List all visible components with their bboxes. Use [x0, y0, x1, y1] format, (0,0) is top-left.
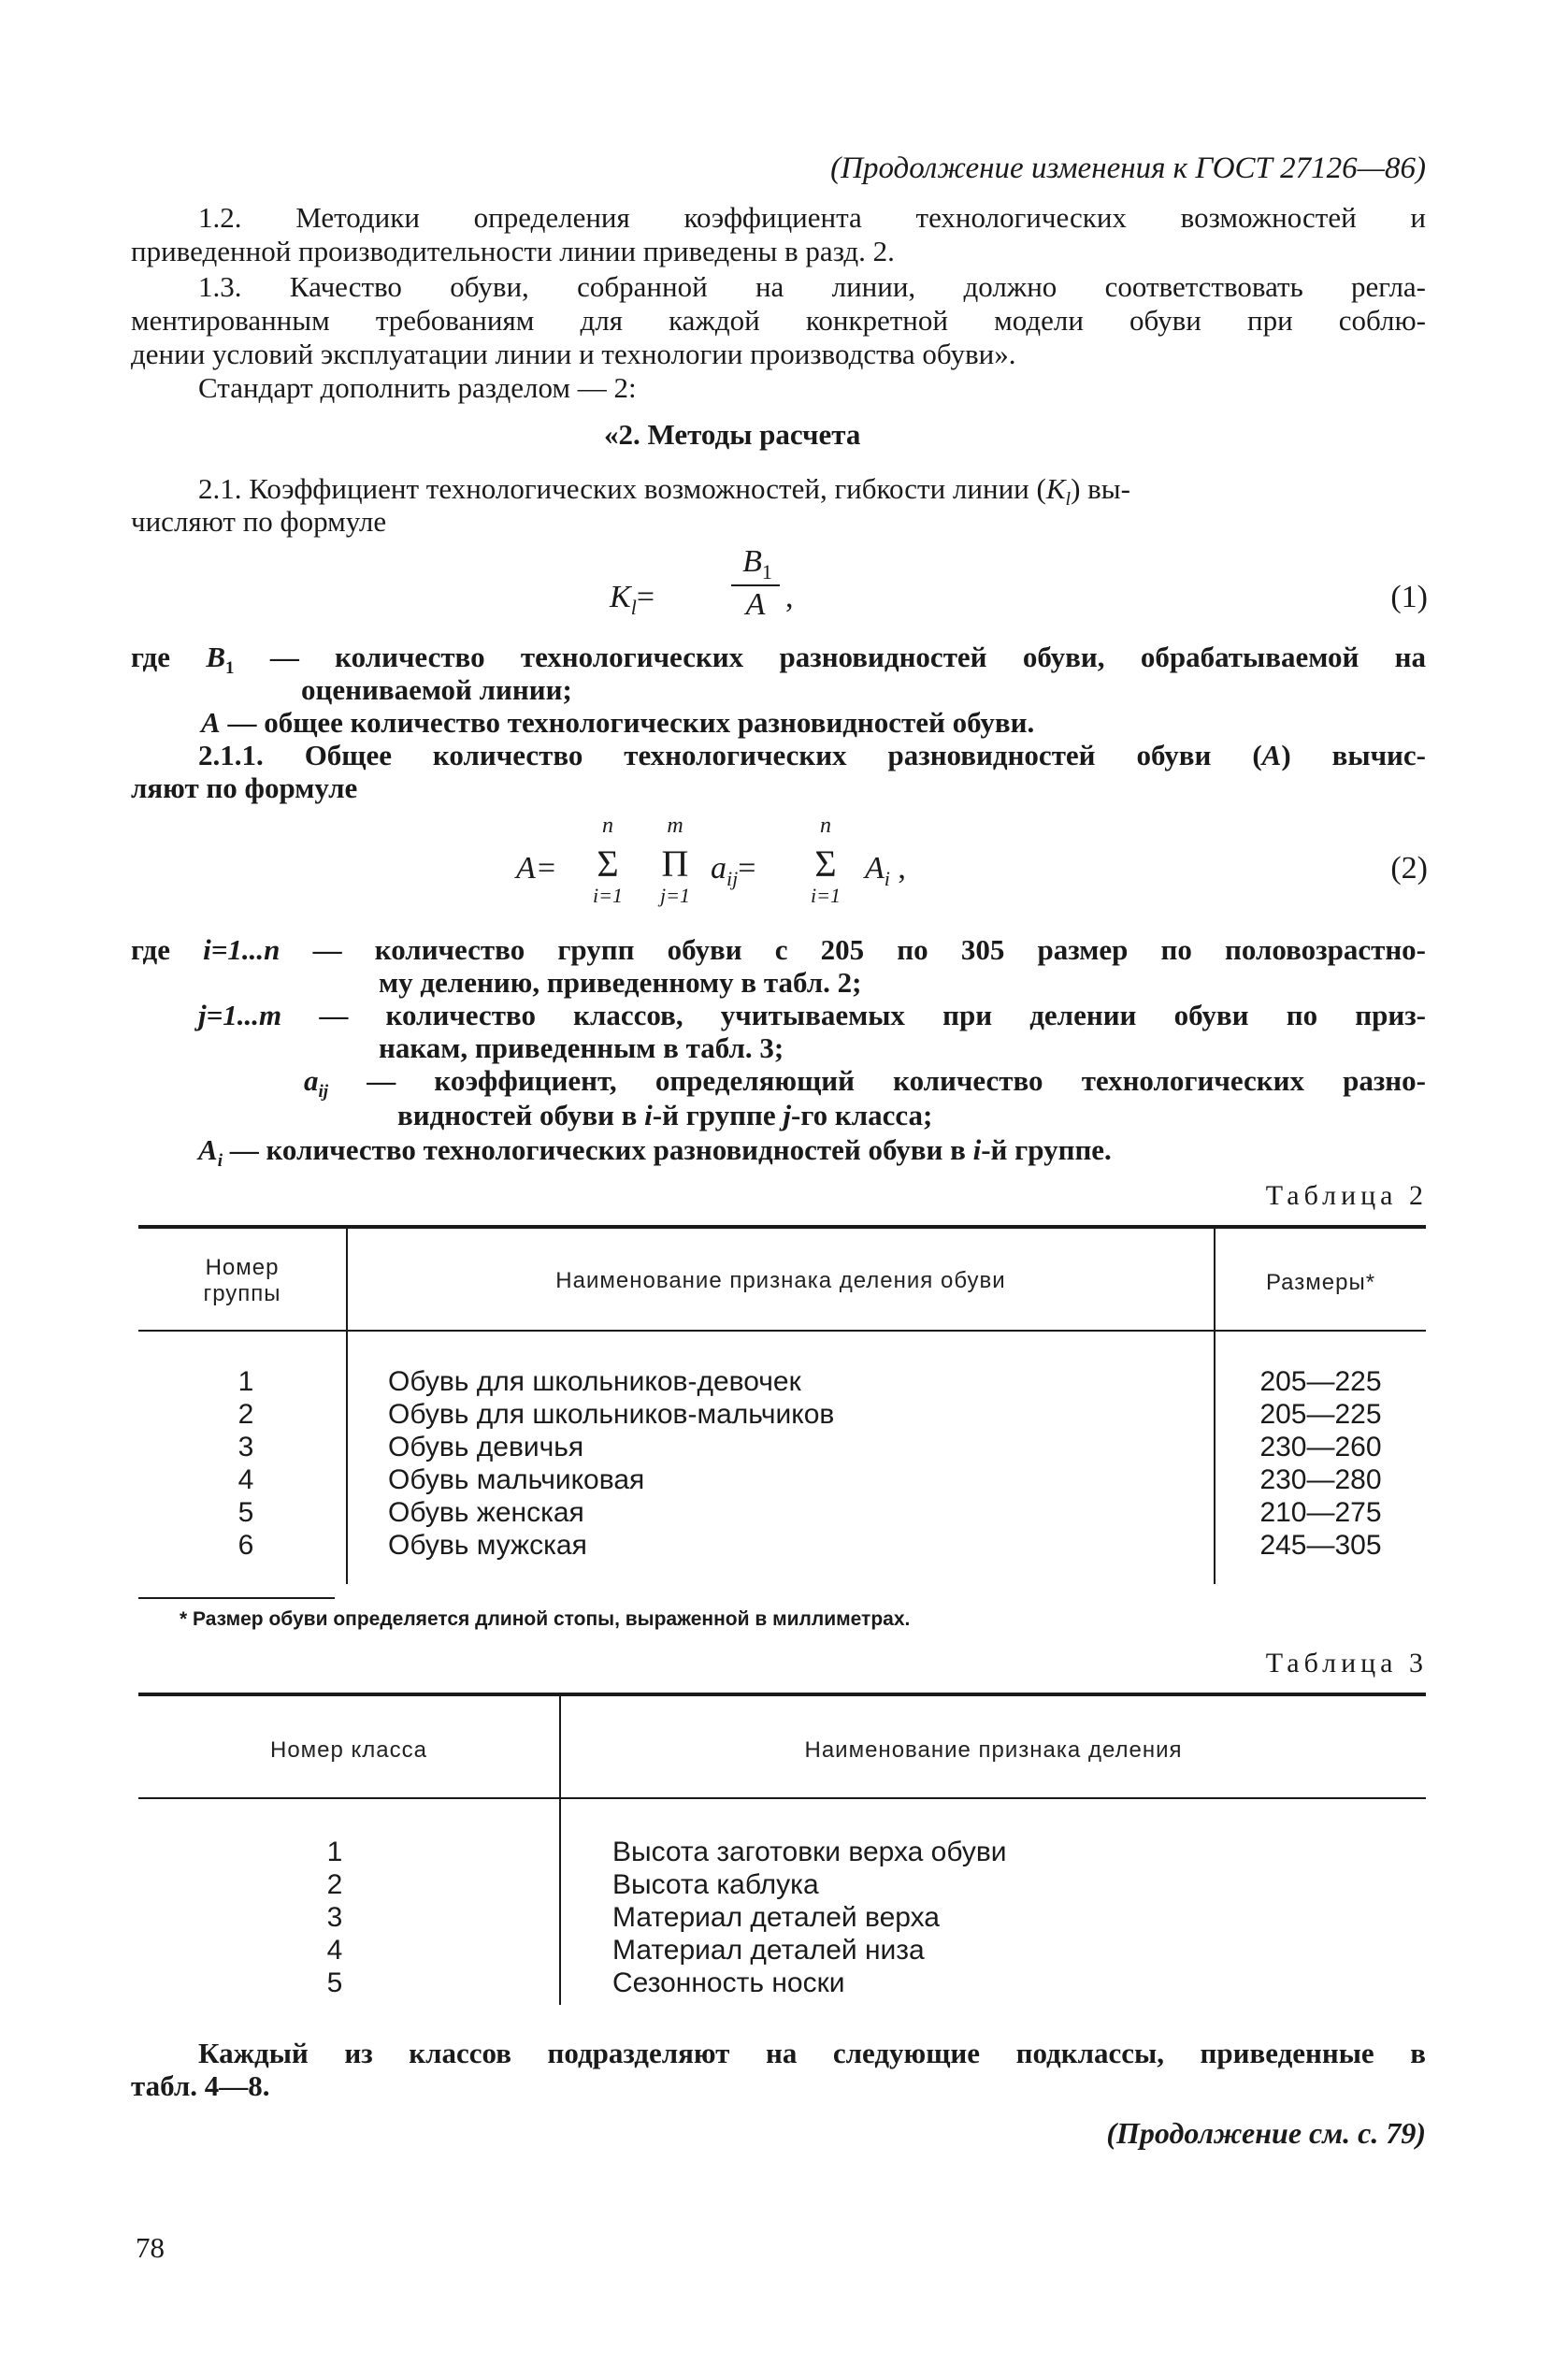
where-b1-line-2: оцениваемой линии;	[301, 673, 572, 706]
paragraph-1-3-line-1: 1.3. Качество обуви, собранной на линии, должно соответствовать регла-	[198, 270, 1426, 303]
table-3-header-name: Наименование признака деления	[804, 1737, 1183, 1763]
table-row: Обувь девичья	[388, 1432, 584, 1462]
table-2-caption: Таблица 2	[1265, 1180, 1428, 1211]
formula-2-sum1-top: n	[602, 814, 613, 838]
table-row: 4	[237, 1464, 254, 1495]
continuation-note: (Продолжение см. с. 79)	[1106, 2116, 1426, 2150]
formula-1-tail: ,	[785, 580, 794, 614]
where-j-line-1: j=1...m — количество классов, учитываемых при делении обуви по приз-	[198, 999, 1426, 1031]
table-row: 1	[326, 1837, 343, 1867]
table-2-sizes-column	[1216, 1365, 1426, 1562]
paragraph-1-3-line-3: дении условий эксплуатации линии и технологии производства обуви».	[131, 338, 1016, 370]
where-aij-line-2: видностей обуви в i-й группе j-го класса;	[397, 1099, 933, 1131]
table-row: 4	[326, 1935, 343, 1966]
formula-1-number: (1)	[1390, 580, 1428, 614]
formula-2-lhs: A=	[516, 851, 557, 886]
table-3-name-column	[612, 1836, 1007, 1999]
table-row: Высота каблука	[612, 1869, 819, 1900]
table-2-footnote: * Размер обуви определяется длиной стопы, выраженной в миллиметрах.	[180, 1608, 911, 1630]
paragraph-2-1-line-2: числяют по формуле	[131, 505, 387, 538]
table-row: 5	[237, 1497, 254, 1528]
formula-2-sum1-bottom: i=1	[593, 884, 623, 907]
table-row: 230—280	[1259, 1464, 1382, 1495]
formula-1-fraction-bar	[731, 584, 780, 586]
table-row: Обувь для школьников-девочек	[388, 1366, 801, 1397]
where-a-line: A — общее количество технологических разновидностей обуви.	[201, 706, 1035, 739]
table-row: Высота заготовки верха обуви	[612, 1837, 1007, 1867]
table-2-top-border	[138, 1225, 1426, 1229]
formula-2-sum2-symbol: Σ	[814, 843, 837, 885]
page-header: (Продолжение изменения к ГОСТ 27126—86)	[830, 151, 1426, 185]
section-title: «2. Методы расчета	[604, 418, 861, 451]
formula-2-prod-top: m	[667, 814, 683, 838]
table-row: 230—260	[1259, 1432, 1382, 1462]
where-b1-line-1: где $B_1$ — количество технологических разновидностей обуви, обрабатываемой на	[131, 641, 1426, 679]
formula-2-sum2-bottom: i=1	[811, 884, 841, 907]
table-row: Обувь мальчиковая	[388, 1464, 645, 1495]
where-i-line-2: му делению, приведенному в табл. 2;	[379, 966, 862, 999]
formula-2-sum2-top: n	[820, 814, 831, 838]
where-aij-line-1: $a_{ij}$ — коэффициент, определяющий количество технологических разно-	[304, 1064, 1426, 1102]
paragraph-1-2-line-1: 1.2. Методики определения коэффициента технологических возможностей и	[198, 201, 1426, 234]
formula-2-rhs: $A_i$ ,	[865, 851, 906, 890]
formula-1-numerator: $B_1$	[742, 544, 772, 584]
paragraph-1-3-line-2: ментированным требованиям для каждой конкретной модели обуви при соблю-	[131, 304, 1426, 337]
table-3-header-class: Номер класса	[269, 1737, 427, 1763]
table-3-header-bottom-border	[138, 1797, 1426, 1799]
formula-1-lhs: $K_l=$	[610, 580, 655, 619]
table-2-header-name: Наименование признака деления обуви	[555, 1268, 1006, 1293]
where-j-line-2: накам, приведенным в табл. 3;	[379, 1031, 784, 1064]
table-row: 2	[237, 1399, 254, 1430]
table-row: 5	[326, 1967, 343, 1998]
table-2-footnote-rule	[138, 1597, 335, 1599]
paragraph-2-1-line-1: 2.1. Коэффициент технологических возможностей, гибкости линии $(K_l)$ вы-	[198, 472, 1130, 511]
table-row: Обувь мужская	[388, 1530, 587, 1561]
formula-2-number: (2)	[1390, 851, 1428, 886]
table-2-header-sizes: Размеры*	[1265, 1270, 1376, 1295]
table-3-caption: Таблица 3	[1265, 1648, 1428, 1679]
table-row: 6	[237, 1530, 254, 1561]
table-2-number-column	[138, 1365, 353, 1562]
final-paragraph-line-1: Каждый из классов подразделяют на следующие подклассы, приведенные в	[198, 2037, 1426, 2069]
table-row: 2	[326, 1869, 343, 1900]
table-row: 3	[237, 1432, 254, 1462]
table-row: 205—225	[1259, 1399, 1382, 1430]
table-row: 1	[237, 1366, 254, 1397]
table-2-header-bottom-border	[138, 1330, 1426, 1332]
final-paragraph-line-2: табл. 4—8.	[131, 2069, 270, 2102]
paragraph-2-1-1-line-2: ляют по формуле	[131, 771, 358, 804]
table-3-number-column	[138, 1836, 531, 1999]
add-section-line: Стандарт дополнить разделом — 2:	[198, 371, 637, 404]
where-ai-line: $A_i$ — количество технологических разновидностей обуви в i-й группе.	[198, 1133, 1112, 1172]
table-row: Обувь женская	[388, 1497, 584, 1528]
formula-2-middle: $a_{ij}=$	[711, 851, 756, 890]
table-row: Материал деталей верха	[612, 1902, 940, 1933]
table-row: Материал деталей низа	[612, 1935, 925, 1966]
table-3-top-border	[138, 1693, 1426, 1696]
formula-2-prod-symbol: Π	[661, 843, 689, 885]
formula-1-denominator: A	[745, 587, 766, 622]
formula-2-sum1-symbol: Σ	[597, 843, 619, 885]
table-row: 205—225	[1259, 1366, 1382, 1397]
paragraph-1-2-line-2: приведенной производительности линии приведены в разд. 2.	[131, 235, 895, 267]
table-row: Сезонность носки	[612, 1967, 845, 1998]
table-2-name-column	[388, 1365, 834, 1562]
table-row: Обувь для школьников-мальчиков	[388, 1399, 835, 1430]
formula-2-prod-bottom: j=1	[660, 884, 690, 907]
where-i-line-1: где i=1...n — количество групп обуви с 205 по 305 размер по половозрастно-	[131, 933, 1427, 966]
table-2-header-group: Номер группы	[203, 1255, 281, 1306]
paragraph-2-1-1-line-1: 2.1.1. Общее количество технологических разновидностей обуви (A) вычис-	[198, 739, 1426, 771]
table-row: 3	[326, 1902, 343, 1933]
table-row: 245—305	[1259, 1530, 1382, 1561]
page-number: 78	[136, 2231, 165, 2264]
table-row: 210—275	[1259, 1497, 1382, 1528]
